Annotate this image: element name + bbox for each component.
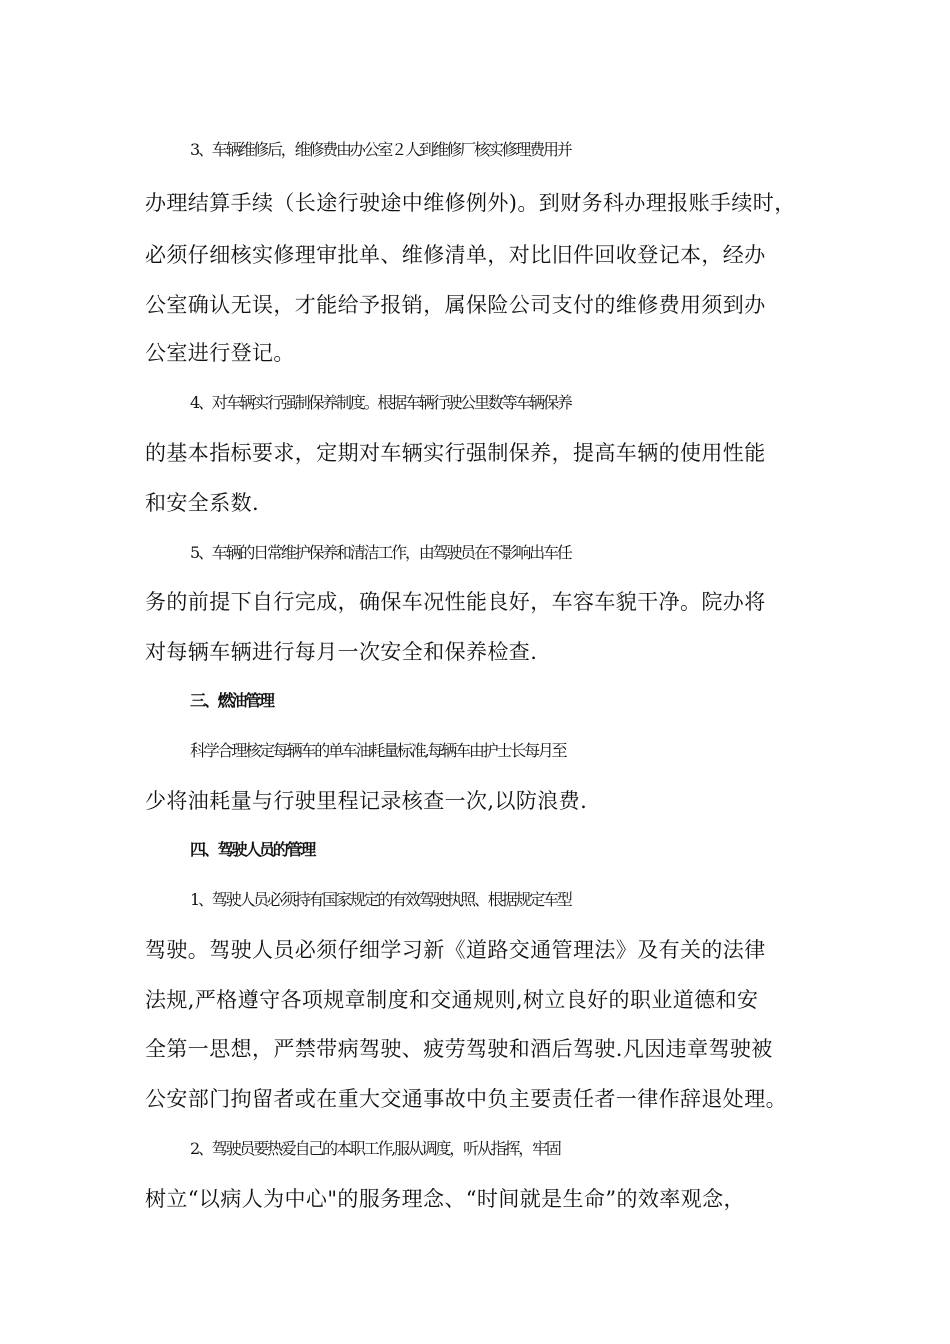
paragraph-line: 和安全系数. bbox=[145, 491, 260, 515]
paragraph-line: 务的前提下自行完成，确保车况性能良好，车容车貌干净。院办将 bbox=[145, 590, 766, 614]
paragraph-line: 少将油耗量与行驶里程记录核查一次,以防浪费. bbox=[145, 789, 588, 813]
paragraph-line: 树立“以病人为中心"的服务理念、“时间就是生命”的效率观念， bbox=[145, 1187, 745, 1211]
paragraph-line: 全第一思想，严禁带病驾驶、疲劳驾驶和酒后驾驶.凡因违章驾驶被 bbox=[145, 1037, 773, 1061]
paragraph-line: 科学合理核定每辆车的单车油耗量标准,每辆车由护士长每月至 bbox=[190, 741, 566, 760]
paragraph-line: 公室确认无误，才能给予报销，属保险公司支付的维修费用须到办 bbox=[145, 293, 766, 317]
paragraph-line: 对每辆车辆进行每月一次安全和保养检查. bbox=[145, 640, 538, 664]
paragraph-line: 的基本指标要求，定期对车辆实行强制保养，提高车辆的使用性能 bbox=[145, 441, 766, 465]
paragraph-line: 驾驶。驾驶人员必须仔细学习新《道路交通管理法》及有关的法律 bbox=[145, 938, 766, 962]
paragraph-line: 法规,严格遵守各项规章制度和交通规则,树立良好的职业道德和安 bbox=[145, 988, 759, 1012]
paragraph-line: 4、对车辆实行强制保养制度。根据车辆行驶公里数等车辆保养 bbox=[190, 393, 571, 412]
paragraph-line: 3、车辆维修后，维修费由办公室２人到维修厂核实修理费用并 bbox=[190, 140, 571, 159]
section-heading: 四、驾驶人员的管理 bbox=[190, 840, 315, 859]
paragraph-line: 5、车辆的日常维护保养和清洁工作，由驾驶员在不影响出车任 bbox=[190, 543, 571, 562]
paragraph-line: 公安部门拘留者或在重大交通事故中负主要责任者一律作辞退处理。 bbox=[145, 1087, 787, 1111]
section-heading: 三、燃油管理 bbox=[190, 691, 273, 710]
paragraph-line: 办理结算手续（长途行驶途中维修例外)。到财务科办理报账手续时， bbox=[145, 191, 796, 215]
paragraph-line: 2、驾驶员要热爱自己的本职工作,服从调度，听从指挥，牢固 bbox=[190, 1139, 560, 1158]
paragraph-line: 必须仔细核实修理审批单、维修清单，对比旧件回收登记本，经办 bbox=[145, 243, 766, 267]
paragraph-line: 公室进行登记。 bbox=[145, 341, 295, 365]
paragraph-line: 1、驾驶人员必须持有国家规定的有效驾驶执照、根据规定车型 bbox=[190, 890, 571, 909]
